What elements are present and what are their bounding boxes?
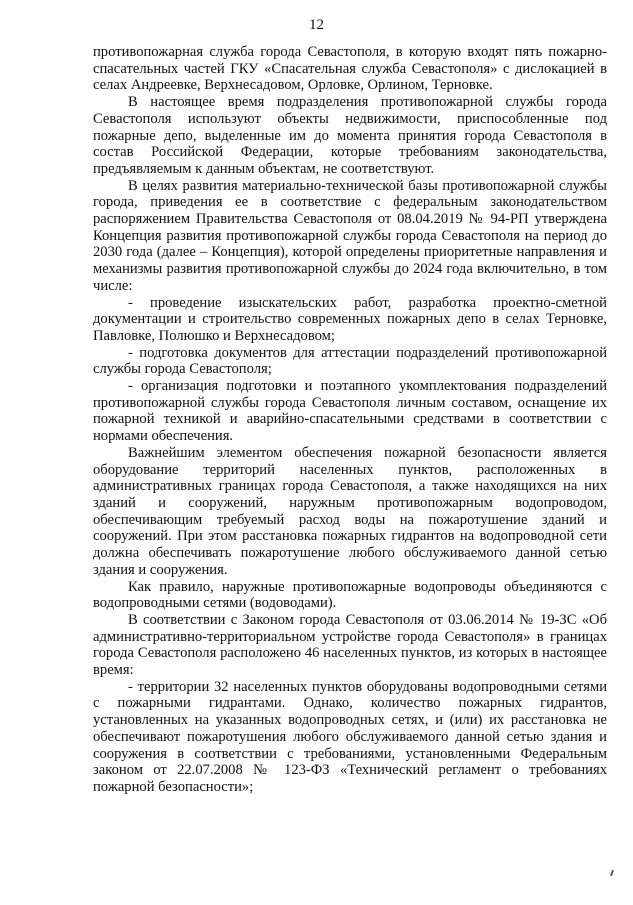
list-item-staffing: - организация подготовки и поэтапного укомплектования подразделений противопожарной службы города Севастополя личным составом, оснащение их пожарной техникой и аварийно-спасательными средствами в соответствии с нормами обеспечения. <box>93 378 607 445</box>
paragraph-water-supply: Важнейшим элементом обеспечения пожарной безопасности является оборудование территорий населенных пунктов, расположенных в административных границах города Севастополя, а также находящихся на них зданий и сооружений, наружным противопожарным водопроводом, обеспечивающим требуемый расход воды на пожаротушение зданий и сооружений. При этом расстановка пожарных гидрантов на водопроводной сети должна обеспечивать пожаротушение любого обслуживаемого данной сетью здания и сооружения. <box>93 444 607 578</box>
list-item-attestation: - подготовка документов для аттестации подразделений противопожарной службы города Севастополя; <box>93 344 607 378</box>
document-body <box>93 44 607 796</box>
list-item-depot-construction: - проведение изыскательских работ, разработка проектно-сметной документации и строительство современных пожарных депо в селах Терновке, Павловке, Полюшко и Верхнесадовом; <box>93 294 607 344</box>
paragraph-water-networks: Как правило, наружные противопожарные водопроводы объединяются с водопроводными сетями (водоводами). <box>93 578 607 612</box>
paragraph-current-depots: В настоящее время подразделения противопожарной службы города Севастополя используют объекты недвижимости, приспособленные под пожарные депо, выделенные им до момента принятия города Севастополя в состав Российской Федерации, которые требованиям законодательства, предъявляемым к данным объектам, не соответствуют. <box>93 94 607 177</box>
page-number: 12 <box>309 17 324 33</box>
scan-mark <box>610 870 614 876</box>
paragraph-concept: В целях развития материально-технической базы противопожарной службы города, приведения ее в соответствие с федеральным законодательством распоряжением Правительства Севастополя от 08.04.2019 № 94-РП утверждена Концепция развития противопожарной службы города Севастополя на период до 2030 года (далее – Концепция), которой определены приоритетные направления и механизмы развития противопожарной службы до 2024 года включительно, в том числе: <box>93 177 607 294</box>
paragraph-settlements-law: В соответствии с Законом города Севастополя от 03.06.2014 № 19-ЗС «Об административно-территориальном устройстве города Севастополя» в границах города Севастополя расположено 46 населенных пунктов, из которых в настоящее время: <box>93 611 607 679</box>
list-item-hydrants: - территории 32 населенных пунктов оборудованы водопроводными сетями с пожарными гидрантами. Однако, количество пожарных гидрантов, установленных на указанных водопроводных сетях, и (или) их расстановка не обеспечивают пожаротушения любого обслуживаемого данной сетью здания и сооружения в соответствии с требованиями, установленными Федеральным законом от 22.07.2008 № 123-ФЗ «Технический регламент о требованиях пожарной безопасности»; <box>93 678 607 795</box>
paragraph-intro-continuation: противопожарная служба города Севастополя, в которую входят пять пожарно-спасательных частей ГКУ «Спасательная служба Севастополя» с дислокацией в селах Андреевке, Верхнесадовом, Орловке, Орлином, Терновке. <box>93 44 607 94</box>
